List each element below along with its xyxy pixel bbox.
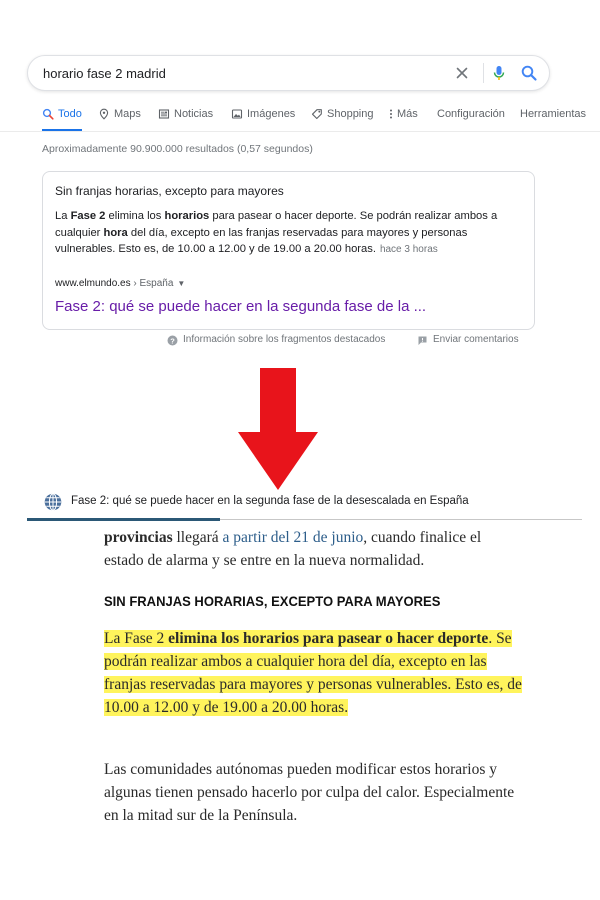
tab-label: Imágenes [247,108,296,120]
featured-snippet [42,171,535,330]
article-highlighted-paragraph [104,627,524,719]
article-bold-text: elimina los horarios para pasear o hacer deporte [168,630,489,647]
tab-label: Más [397,108,418,120]
map-pin-icon [98,108,110,120]
search-tabs [0,104,600,132]
article-date-link[interactable]: a partir del 21 de junio [222,529,364,546]
reading-progress-bar [27,518,220,521]
result-stats: Aproximadamente 90.900.000 resultados (0,57 segundos) [42,143,313,155]
snippet-footer [0,334,600,350]
about-snippets-label: Información sobre los fragmentos destacados [183,334,386,345]
tab-label: Noticias [174,108,214,120]
snippet-bold-text: hora [103,226,128,239]
article-paragraph [104,526,524,572]
snippet-text: La [55,210,71,222]
snippet-bold-text: horarios [164,210,210,222]
tab-label: Configuración [437,108,505,120]
article-bold-text: provincias [104,529,173,546]
article-text: La Fase 2 [104,630,169,647]
microphone-icon[interactable] [490,64,508,82]
feedback-icon [417,335,428,346]
globe-icon [44,493,62,511]
svg-text:?: ? [170,336,175,346]
tab-label: Maps [114,108,141,120]
close-icon[interactable] [454,65,470,81]
caret-down-icon[interactable]: ▼ [177,279,186,288]
red-down-arrow-icon [238,368,318,490]
image-icon [231,108,243,120]
tag-icon [311,108,323,120]
snippet-heading: Sin franjas horarias, excepto para mayores [55,184,284,198]
search-divider [483,63,484,83]
snippet-text: elimina los [105,210,165,222]
tab-label: Todo [58,108,82,120]
snippet-source[interactable] [55,278,185,289]
article-header-bar [44,491,584,513]
help-icon [167,335,178,346]
more-vert-icon [388,108,394,120]
search-icon[interactable] [520,64,538,82]
snippet-time: hace 3 horas [379,244,438,255]
article-text: llegará [172,529,223,546]
article-title: Fase 2: qué se puede hacer en la segunda fase de la desescalada en España [71,495,469,507]
tab-todo[interactable] [42,104,82,132]
search-icon [42,108,54,120]
article-text: , cuando finalice el estado de alarma y se entre en la nueva normalidad. [104,529,482,569]
news-icon [158,108,170,120]
search-bar [27,55,550,91]
snippet-text: para pasear o hacer deporte. Se podrán realizar ambos a cualquier [55,210,498,239]
article-section-title: SIN FRANJAS HORARIAS, EXCEPTO PARA MAYORES [104,593,441,609]
highlighted-text [104,630,522,716]
source-domain: www.elmundo.es [55,278,131,289]
article-text: . Se podrán realizar ambos a cualquier hora del día, excepto en las franjas reservadas para mayores y personas vulnerables. Esto es, de 10.00 a 12.00 y de 19.00 a 20.00 horas. [104,630,522,716]
send-feedback-label: Enviar comentarios [433,334,519,345]
snippet-text: del día, excepto en las franjas reservadas para mayores y personas vulnerables. Esto es, de 10.00 a 12.00 y de 19.00 a 20.00 horas. [55,226,468,255]
source-breadcrumb: › España [133,278,174,289]
tab-label: Shopping [327,108,374,120]
search-input[interactable] [43,56,443,90]
tabs-divider [0,131,600,132]
tab-label: Herramientas [520,108,587,120]
article-paragraph: Las comunidades autónomas pueden modificar estos horarios y algunas tienen pensado hacerlo por culpa del calor. Especialmente en la mitad sur de la Península. [104,761,515,824]
snippet-bold-text: Fase 2 [70,210,106,222]
snippet-body [55,208,529,259]
snippet-result-link[interactable]: Fase 2: qué se puede hacer en la segunda fase de la ... [55,298,427,315]
